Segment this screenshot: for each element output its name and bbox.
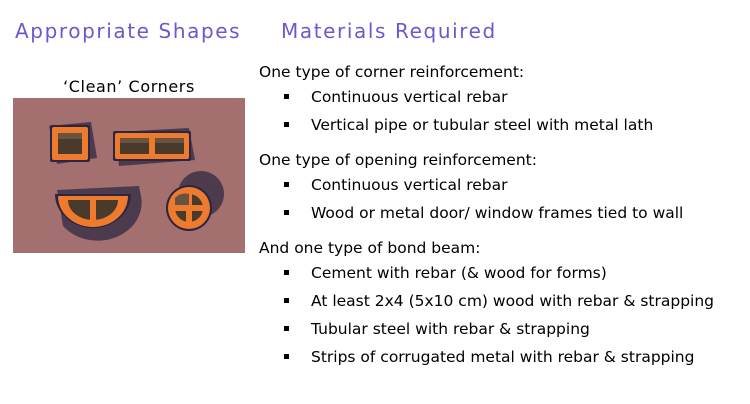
section-bond-beam: [259, 237, 747, 371]
bullet-icon: [284, 270, 289, 275]
section-title: And one type of bond beam:: [259, 239, 481, 257]
list-item: Vertical pipe or tubular steel with metal lath: [259, 111, 747, 139]
list-item: Cement with rebar (& wood for forms): [259, 259, 747, 287]
bullet-icon: [284, 354, 289, 359]
bullet-icon: [284, 298, 289, 303]
list-item: Wood or metal door/ window frames tied to wall: [259, 199, 747, 227]
list-item: Continuous vertical rebar: [259, 83, 747, 111]
list-item: Strips of corrugated metal with rebar & strapping: [259, 343, 747, 371]
clean-corners-image: [13, 98, 245, 253]
list-item: At least 2x4 (5x10 cm) wood with rebar & strapping: [259, 287, 747, 315]
heading-appropriate-shapes: Appropriate Shapes: [15, 19, 242, 43]
section-corner-reinforcement: [259, 61, 747, 139]
bullet-icon: [284, 94, 289, 99]
image-caption: ‘Clean’ Corners: [63, 77, 195, 96]
heading-materials-required: Materials Required: [281, 19, 497, 43]
bullet-icon: [284, 210, 289, 215]
section-title: One type of opening reinforcement:: [259, 151, 537, 169]
bullet-icon: [284, 122, 289, 127]
bullet-icon: [284, 326, 289, 331]
clean-corners-shapes-icon: [13, 98, 245, 253]
section-title: One type of corner reinforcement:: [259, 63, 525, 81]
list-item: Tubular steel with rebar & strapping: [259, 315, 747, 343]
bullet-icon: [284, 182, 289, 187]
list-item: Continuous vertical rebar: [259, 171, 747, 199]
materials-list: [259, 61, 747, 371]
section-opening-reinforcement: [259, 149, 747, 227]
